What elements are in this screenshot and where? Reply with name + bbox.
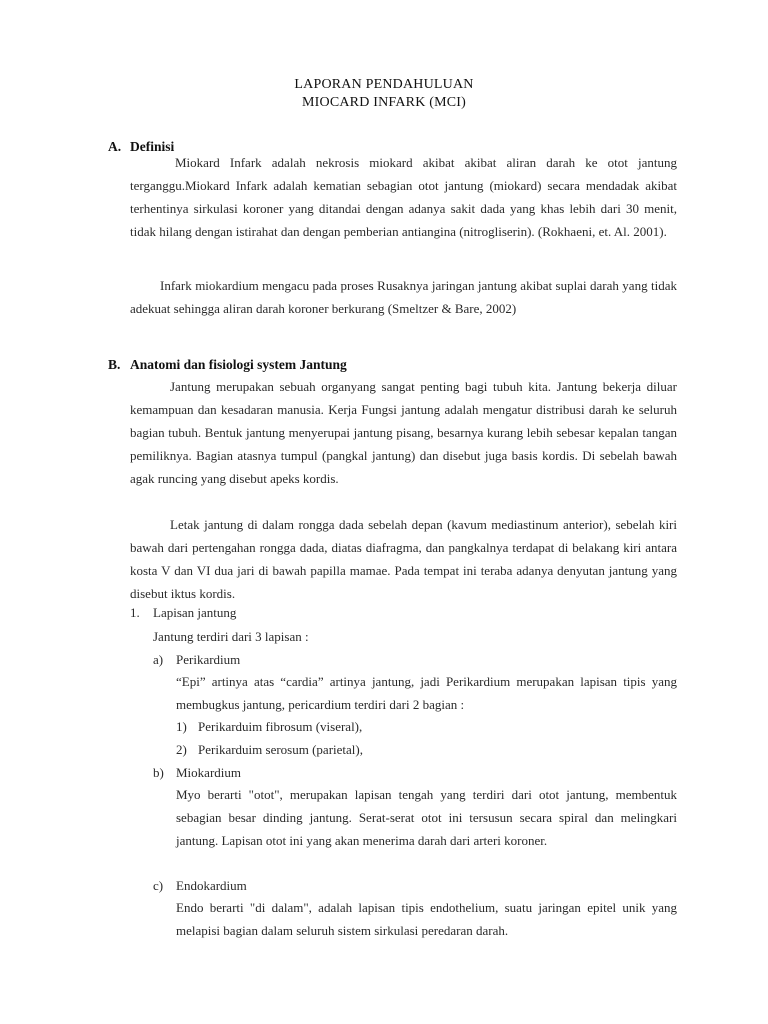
definition-paragraph-1: Miokard Infark adalah nekrosis miokard akibat akibat aliran darah ke otot jantung terganggu.Miokard Infark adalah kematian sebagian otot jantung (miokard) secara mendadak akibat terhentinya sirkulasi koroner yang ditandai dengan adanya sakit dada yang khas lebih dari 30 menit, tidak hilang dengan istirahat dan dengan pemberian antiangina (nitrogliserin). (Rokhaeni, et. Al. 2001). bbox=[130, 155, 677, 239]
sublist-item-miokardium bbox=[153, 765, 241, 781]
list-intro-text: Jantung terdiri dari 3 lapisan : bbox=[153, 629, 309, 644]
sublist-item-perikardium bbox=[153, 652, 240, 668]
miokardium-description: Myo berarti "otot", merupakan lapisan tengah yang terdiri dari otot jantung, membentuk sebagian besar dinding jantung. Serat-serat otot ini tersusun secara spiral dan melingkari jantung. Lapisan otot ini yang akan menerima darah dari arteri koroner. bbox=[176, 787, 677, 848]
definition-paragraph-2: Infark miokardium mengacu pada proses Rusaknya jaringan jantung akibat suplai darah yang tidak adekuat sehingga aliran darah koroner berkurang (Smeltzer & Bare, 2002) bbox=[130, 278, 677, 316]
perikardium-subitem-2-marker: 2) bbox=[176, 742, 187, 757]
anatomy-paragraph-1: Jantung merupakan sebuah organyang sangat penting bagi tubuh kita. Jantung bekerja diluar kemampuan dan kesadaran manusia. Kerja Fungsi jantung adalah mengatur distribusi darah ke seluruh bagian tubuh. Bentuk jantung menyerupai jantung pisang, besarnya kurang lebih sebesar kepalan tangan pemiliknya. Bagian atasnya tumpul (pangkal jantung) dan disebut juga basis kordis. Di sebelah bawah agak runcing yang disebut apeks kordis. bbox=[130, 379, 677, 486]
perikardium-subitem-1-marker: 1) bbox=[176, 719, 187, 734]
section-b-marker: B. bbox=[108, 357, 121, 372]
sublist-label-endokardium: Endokardium bbox=[176, 878, 247, 893]
list-marker-1: 1. bbox=[130, 605, 140, 620]
endokardium-description: Endo berarti "di dalam", adalah lapisan tipis endothelium, suatu jaringan epitel unik yang melapisi bagian dalam seluruh sistem sirkulasi peredaran darah. bbox=[176, 900, 677, 938]
sublist-label-perikardium: Perikardium bbox=[176, 652, 241, 667]
perikardium-description: “Epi” artinya atas “cardia” artinya jantung, jadi Perikardium merupakan lapisan tipis yang membugkus jantung, pericardium terdiri dari 2 bagian : bbox=[176, 674, 677, 712]
sublist-label-miokardium: Miokardium bbox=[176, 765, 241, 780]
section-b-title: Anatomi dan fisiologi system Jantung bbox=[130, 357, 347, 372]
perikardium-subitem-2 bbox=[176, 742, 363, 758]
sublist-item-endokardium bbox=[153, 878, 247, 894]
anatomy-paragraph-2: Letak jantung di dalam rongga dada sebelah depan (kavum mediastinum anterior), sebelah kiri bawah dari pertengahan rongga dada, diatas diafragma, dan pangkalnya terdapat di belakang kiri antara kosta V dan VI dua jari di bawah papilla mamae. Pada tempat ini teraba adanya denyutan jantung yang disebut iktus kordis. bbox=[130, 517, 677, 601]
perikardium-subitem-1-text: Perikarduim fibrosum (viseral), bbox=[198, 719, 363, 734]
document-title-line-2: MIOCARD INFARK (MCI) bbox=[302, 95, 466, 110]
perikardium-subitem-1 bbox=[176, 719, 362, 735]
perikardium-subitem-2-text: Perikarduim serosum (parietal), bbox=[198, 742, 363, 757]
list-item-lapisan-jantung bbox=[130, 605, 236, 621]
section-b-heading bbox=[108, 357, 347, 373]
section-a-marker: A. bbox=[108, 139, 122, 154]
document-title-line-1: LAPORAN PENDAHULUAN bbox=[294, 77, 474, 92]
section-a-title: Definisi bbox=[130, 139, 175, 154]
list-label-lapisan-jantung: Lapisan jantung bbox=[153, 605, 237, 620]
sublist-marker-a: a) bbox=[153, 652, 164, 667]
sublist-marker-c: c) bbox=[153, 878, 164, 893]
sublist-marker-b: b) bbox=[153, 765, 164, 780]
